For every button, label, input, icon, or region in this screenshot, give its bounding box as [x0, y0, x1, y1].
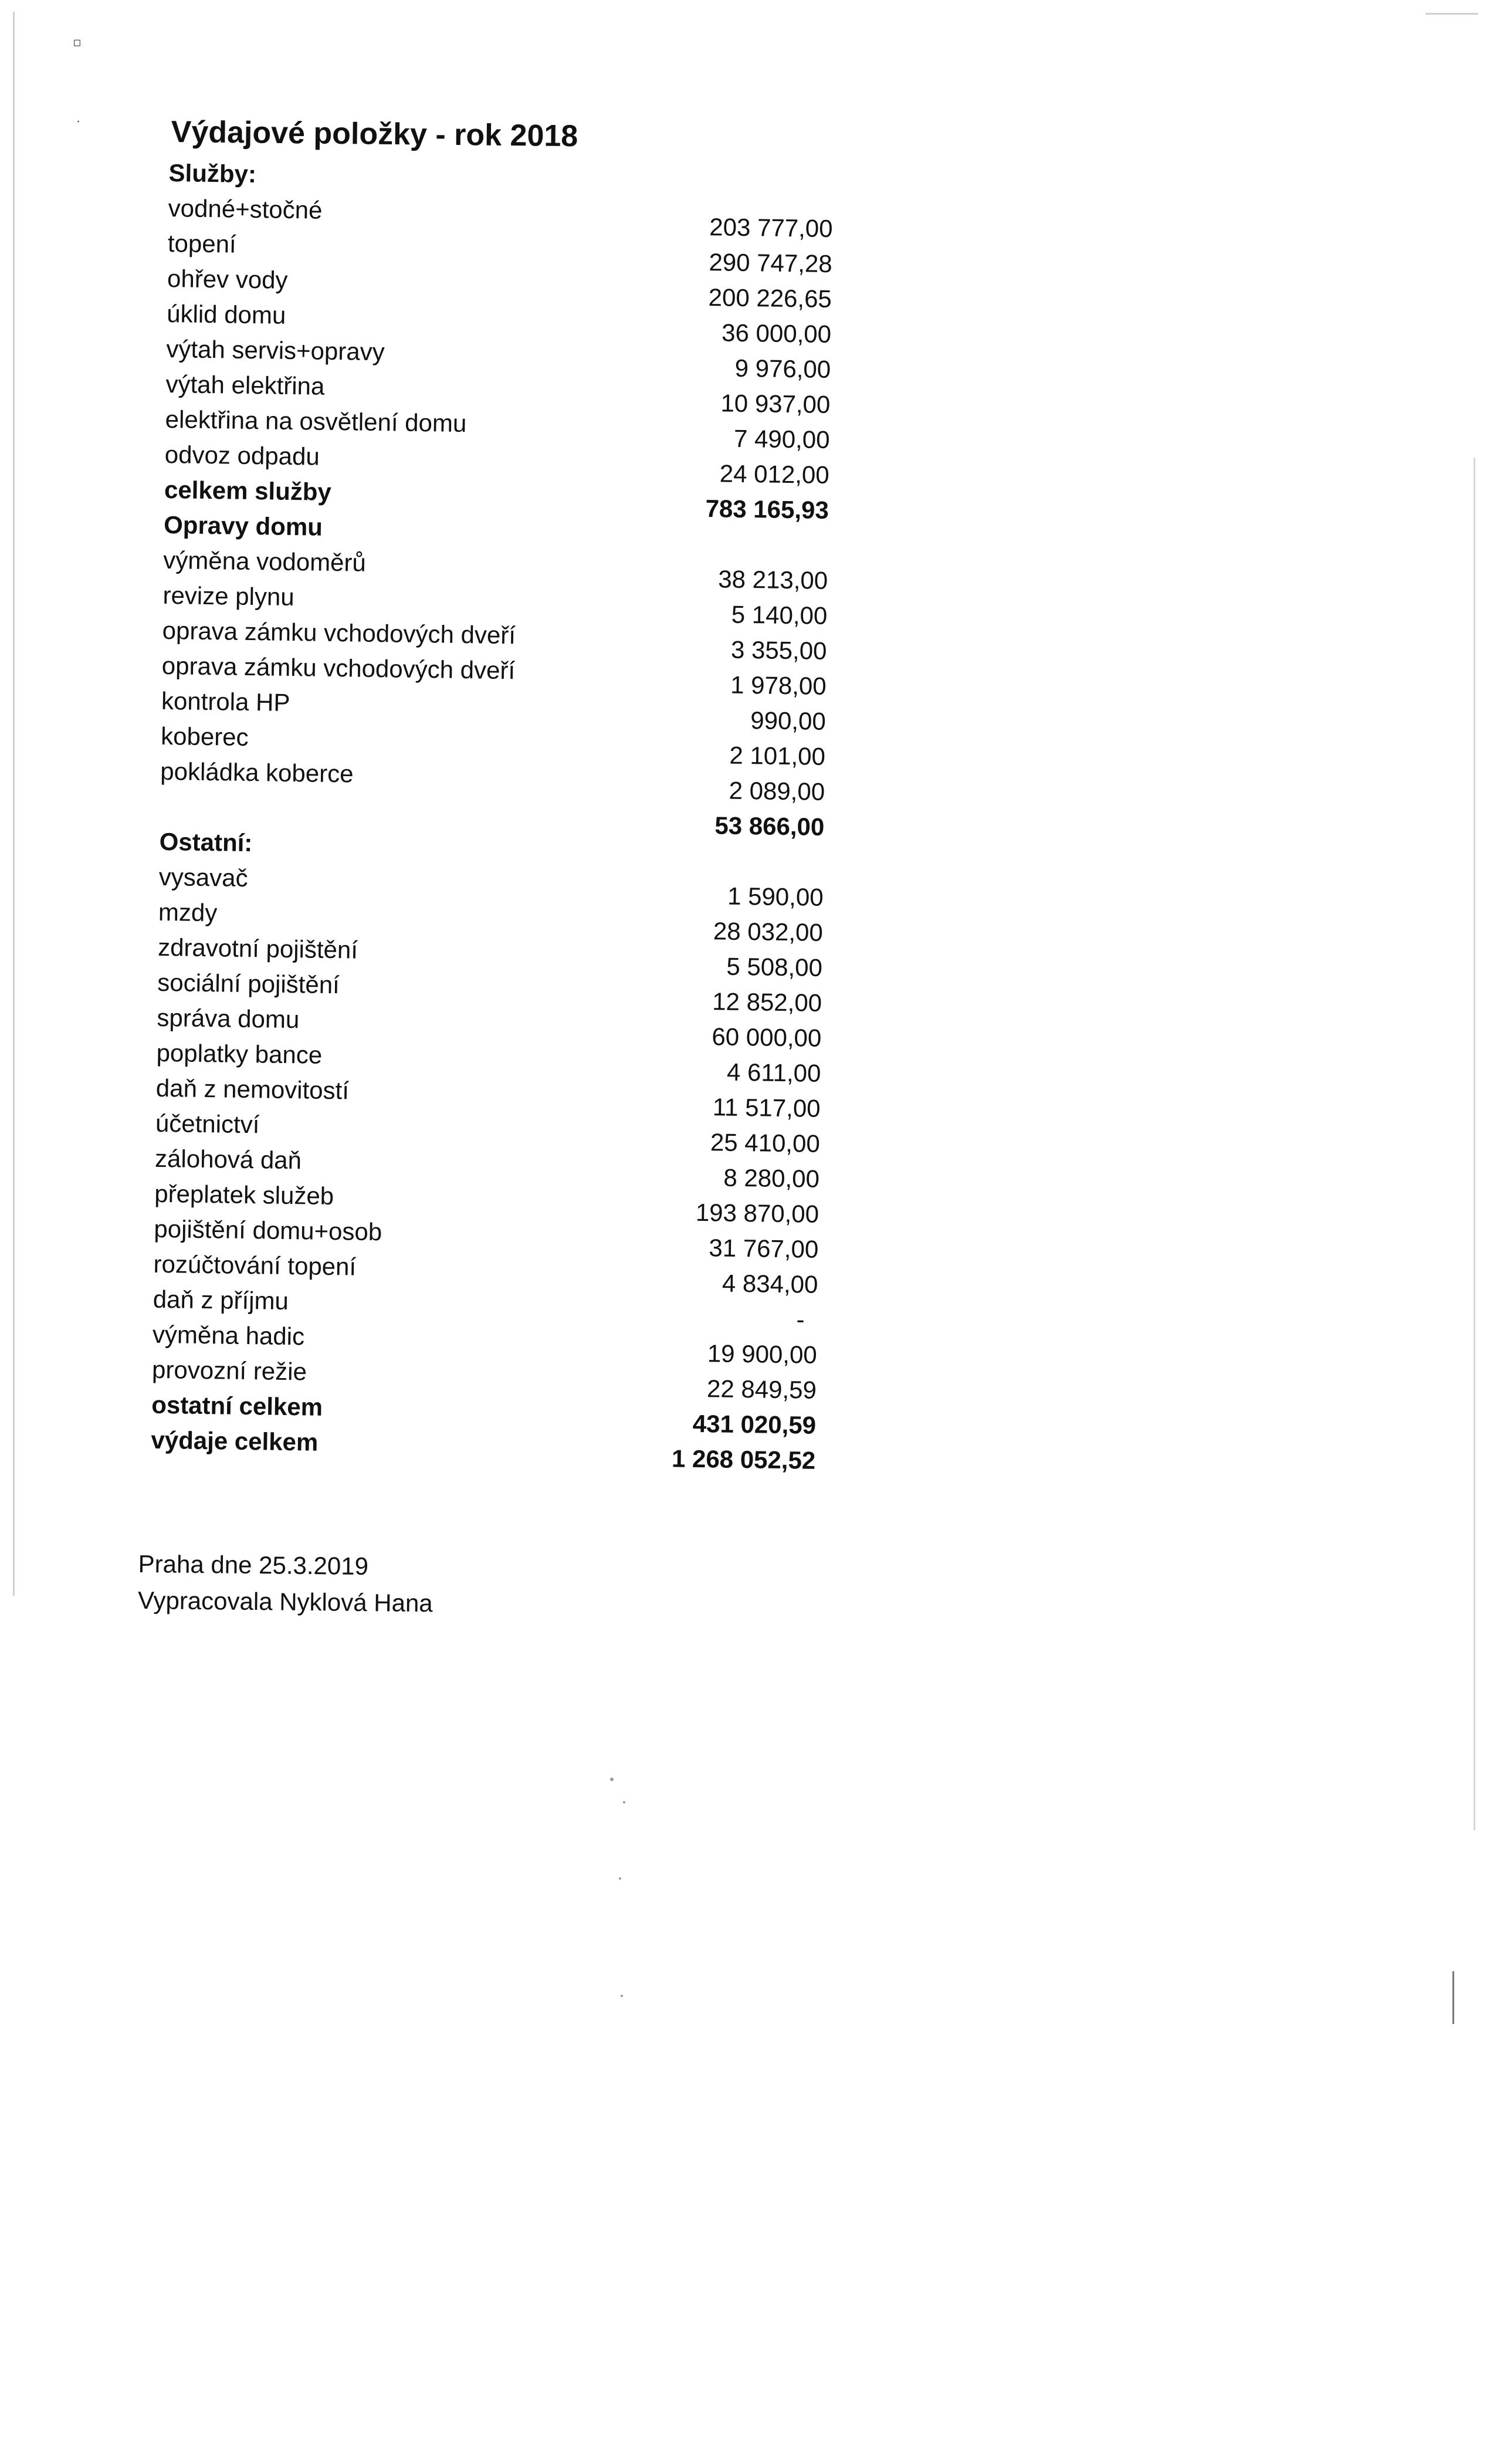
item-label: elektřina na osvětlení domu	[165, 405, 467, 438]
item-label: zdravotní pojištění	[157, 933, 358, 964]
item-value: 990,00	[750, 706, 827, 735]
left-scan-edge	[13, 12, 15, 1596]
item-value: 203 777,00	[709, 213, 833, 243]
item-value: -	[796, 1305, 805, 1333]
corner-mark-icon: ·	[76, 115, 80, 130]
item-value: 193 870,00	[695, 1198, 819, 1228]
item-label: úklid domu	[166, 299, 286, 329]
footer	[138, 1546, 433, 1622]
corner-mark-icon: ▫	[73, 35, 82, 50]
item-value: 9 976,00	[734, 354, 831, 383]
item-label: výtah elektřina	[165, 370, 325, 400]
section-heading-ostatni: Ostatní:	[159, 827, 253, 857]
item-value: 7 490,00	[733, 424, 830, 453]
item-label: kontrola HP	[161, 686, 290, 716]
grand-total-label: výdaje celkem	[151, 1426, 319, 1456]
section-heading-opravy: Opravy domu	[163, 510, 323, 541]
value-column	[604, 208, 833, 1478]
item-label: správa domu	[157, 1003, 300, 1034]
item-value: 31 767,00	[709, 1234, 819, 1263]
item-value: 25 410,00	[710, 1128, 821, 1157]
item-value: 2 101,00	[729, 741, 826, 770]
top-right-scan-mark	[1425, 13, 1478, 15]
total-value-ostatni: 431 020,59	[692, 1409, 817, 1439]
item-label: sociální pojištění	[157, 968, 340, 999]
speck	[610, 1778, 614, 1781]
speck	[623, 1801, 625, 1803]
grand-total-value: 1 268 052,52	[671, 1444, 816, 1474]
item-value: 10 937,00	[720, 389, 831, 418]
document-title: Výdajové položky - rok 2018	[171, 114, 578, 154]
item-label: mzdy	[158, 898, 218, 927]
item-value: 1 978,00	[730, 671, 827, 700]
item-value: 22 849,59	[706, 1375, 817, 1404]
item-value: 2 089,00	[729, 776, 825, 805]
item-label: odvoz odpadu	[164, 440, 320, 471]
item-value: 38 213,00	[718, 565, 828, 594]
section-heading-sluzby: Služby:	[168, 158, 257, 188]
item-value: 60 000,00	[712, 1023, 822, 1052]
speck	[619, 1877, 621, 1880]
item-value: 36 000,00	[721, 319, 832, 348]
item-value: 4 834,00	[722, 1269, 818, 1298]
item-label: zálohová daň	[154, 1144, 302, 1175]
item-label: provozní režie	[151, 1355, 307, 1386]
item-label: pojištění domu+osob	[154, 1214, 382, 1246]
item-label: oprava zámku vchodových dveří	[161, 651, 516, 685]
item-value: 8 280,00	[723, 1163, 820, 1193]
item-label: výměna vodoměrů	[163, 546, 367, 577]
item-label: revize plynu	[162, 581, 294, 611]
right-scan-edge-lower	[1452, 1971, 1454, 2024]
item-label: daň z nemovitostí	[155, 1074, 350, 1105]
item-label: vysavač	[158, 862, 248, 892]
total-label-ostatni: ostatní celkem	[151, 1390, 323, 1421]
item-label: ohřev vody	[167, 264, 288, 294]
item-value: 200 226,65	[708, 283, 832, 313]
item-value: 5 508,00	[726, 952, 823, 981]
place-date: Praha dne 25.3.2019	[138, 1549, 369, 1580]
item-value: 290 747,28	[709, 248, 833, 278]
total-value-opravy: 53 866,00	[714, 811, 825, 841]
item-value: 1 590,00	[727, 882, 824, 911]
item-label: daň z příjmu	[153, 1285, 289, 1315]
item-value: 19 900,00	[707, 1339, 818, 1369]
item-value: 11 517,00	[712, 1093, 821, 1122]
total-label-sluzby: celkem služby	[164, 475, 332, 506]
item-value: 28 032,00	[713, 917, 824, 946]
item-label: výtah servis+opravy	[166, 334, 385, 366]
speck	[621, 1995, 623, 1997]
item-label: koberec	[160, 722, 249, 751]
item-value: 12 852,00	[712, 987, 822, 1017]
total-value-sluzby: 783 165,93	[705, 495, 829, 524]
item-value: 4 611,00	[726, 1058, 821, 1087]
item-label: pokládka koberce	[160, 757, 354, 788]
right-scan-edge	[1474, 458, 1475, 1830]
prepared-by: Vypracovala Nyklová Hana	[137, 1586, 433, 1617]
item-label: poplatky bance	[156, 1038, 323, 1069]
item-label: vodné+stočné	[168, 194, 323, 224]
item-value: 24 012,00	[719, 459, 830, 489]
item-label: přeplatek služeb	[154, 1179, 334, 1210]
item-label: topení	[167, 229, 237, 258]
item-value: 3 355,00	[730, 635, 827, 665]
item-label: výměna hadic	[152, 1320, 305, 1351]
item-label: účetnictví	[155, 1109, 260, 1139]
item-label: rozúčtování topení	[153, 1250, 357, 1281]
item-value: 5 140,00	[731, 600, 828, 629]
item-label: oprava zámku vchodových dveří	[162, 616, 516, 649]
